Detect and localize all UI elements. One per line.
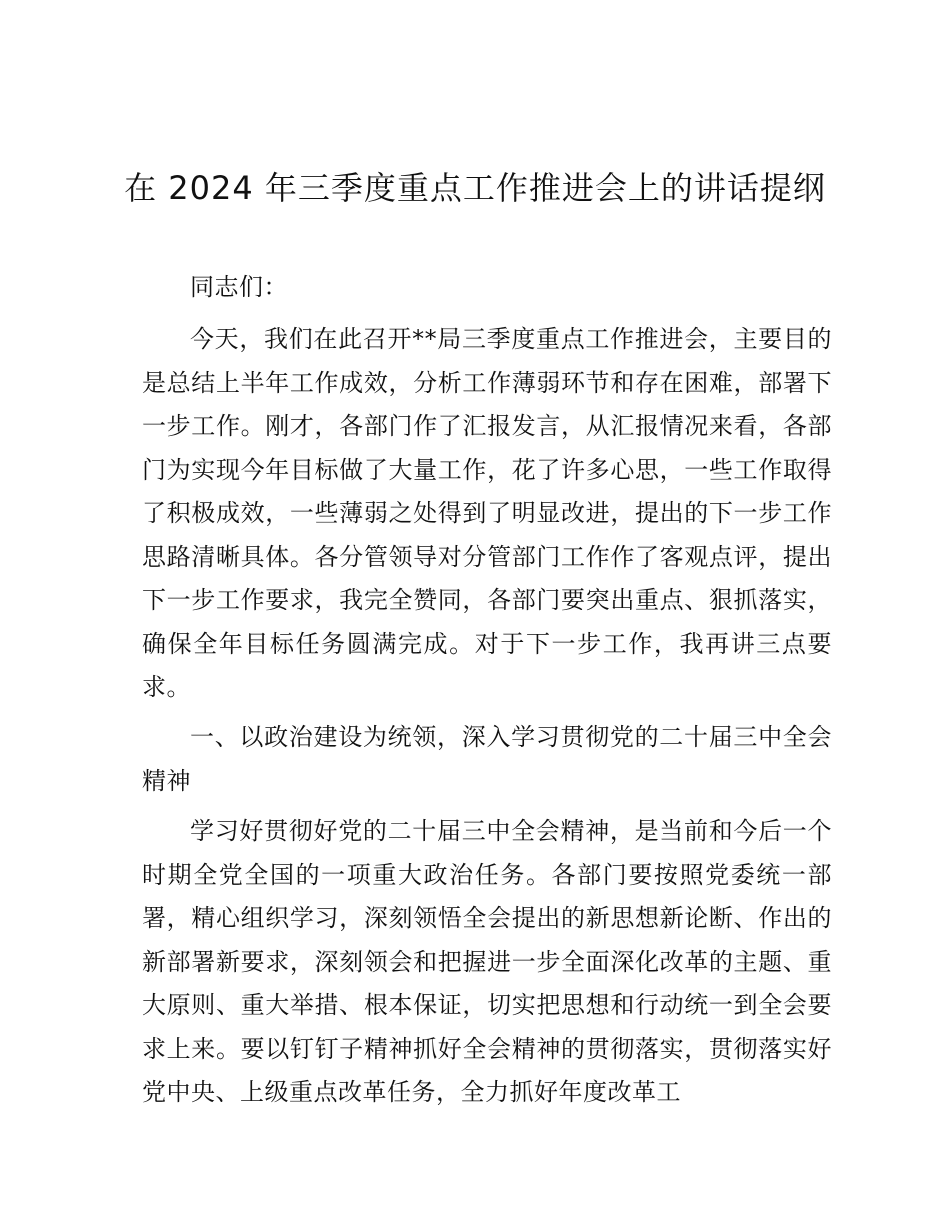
- paragraph-opening: 今天，我们在此召开**局三季度重点工作推进会，主要目的是总结上半年工作成效，分析工作薄弱环节和存在困难，部署下一步工作。刚才，各部门作了汇报发言，从汇报情况来看，各部门为实现今年目标做了大量工作，花了许多心思，一些工作取得了积极成效，一些薄弱之处得到了明显改进，提出的下一步工作思路清晰具体。各分管领导对分管部门工作作了客观点评，提出下一步工作要求，我完全赞同，各部门要突出重点、狠抓落实，确保全年目标任务圆满完成。对于下一步工作，我再讲三点要求。: [142, 325, 832, 701]
- document-title: 在 2024 年三季度重点工作推进会上的讲话提纲: [124, 169, 826, 207]
- salutation: 同志们：: [190, 273, 288, 301]
- section-heading-1: 一、以政治建设为统领，深入学习贯彻党的二十届三中全会精神: [142, 723, 832, 795]
- paragraph-section-1: 学习好贯彻好党的二十届三中全会精神，是当前和今后一个时期全党全国的一项重大政治任务。各部门要按照党委统一部署，精心组织学习，深刻领悟全会提出的新思想新论断、作出的新部署新要求，深刻领会和把握进一步全面深化改革的主题、重大原则、重大举措、根本保证，切实把思想和行动统一到全会要求上来。要以钉钉子精神抓好全会精神的贯彻落实，贯彻落实好党中央、上级重点改革任务，全力抓好年度改革工: [142, 817, 832, 1106]
